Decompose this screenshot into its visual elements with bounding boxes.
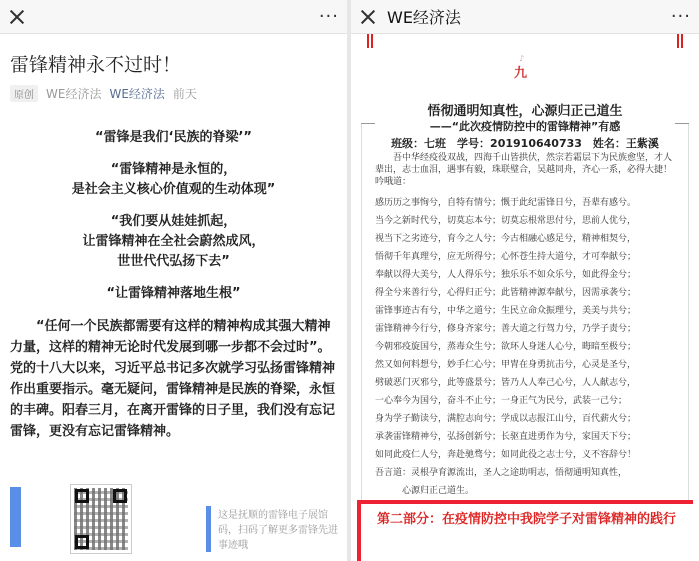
poem-line: 一心奉今为国兮，奋斗不止兮；一身正气为民兮，武装一己兮； xyxy=(375,396,628,406)
qr-finder-icon xyxy=(113,489,127,503)
quote-list xyxy=(0,128,347,304)
red-rule-mark xyxy=(371,34,373,48)
accent-bar-left xyxy=(10,487,21,547)
red-rule-mark xyxy=(681,34,683,48)
poem-line: 雷锋精神今行兮，修身齐家兮；善大道之行驾力兮，乃学子责兮； xyxy=(375,324,637,334)
document-image xyxy=(351,34,699,561)
right-article-pane[interactable] xyxy=(351,0,699,561)
close-icon[interactable] xyxy=(8,8,26,26)
article-body: “任何一个民族都需要有这样的精神构成其强大精神力量，这样的精神无论时代发展到哪一步都不会过时”。党的十八大以来，习近平总书记多次就学习弘扬雷锋精神作出重要指示。毫无疑问，雷锋精神是民族的脊梁，永恒的丰碑。阳春三月，在离开雷锋的日子里，我们没有忘记雷锋，更没有忘记雷锋精神。 xyxy=(10,319,336,439)
banner-text: 第二部分：在疫情防控中我院学子对雷锋精神的践行 xyxy=(377,512,677,527)
frame-line-left xyxy=(361,124,362,502)
qr-card xyxy=(0,484,347,561)
poem-line: 视当下之劣迹兮，育今之人兮；今古相融心感足兮，精神相契兮， xyxy=(375,234,637,244)
qr-caption: 这是抚顺的雷锋电子展馆码，扫码了解更多雷锋先进事迹哦 xyxy=(218,510,338,551)
left-article-pane[interactable] xyxy=(0,0,347,561)
poem-line: 今朝邪疫旋国兮，蒸毒众生兮；欲环人身迷人心兮，晦暗至极兮； xyxy=(375,342,637,352)
poem-line: 如同此疫仁人兮，奔赴驰骛兮；如同此役之志士兮，义不容辞兮！ xyxy=(375,450,637,460)
qr-code[interactable] xyxy=(70,484,132,554)
quote-2: “雷锋精神是永恒的， 是社会主义核心价值观的生动体现” xyxy=(71,162,276,197)
poem-line: 心源归正己道生。 xyxy=(375,486,475,496)
right-topbar-title: WE经济法 xyxy=(387,8,461,27)
red-rule-mark xyxy=(677,34,679,48)
left-topbar xyxy=(0,0,347,34)
more-menu-icon[interactable]: ··· xyxy=(670,6,691,27)
frame-line-right xyxy=(688,124,689,502)
poem-block xyxy=(375,194,675,500)
poem-line: 感历历之事恂兮，自特有情兮；慨于此纪雷锋日兮，吾辈有感兮。 xyxy=(375,198,637,208)
poem-line: 劈破恶门灭邪兮，此等盛景兮；皆乃人人奉己心兮，人人献志兮， xyxy=(375,378,637,388)
doc-title: 悟彻通明知真性，心源归正己道生 xyxy=(427,104,623,119)
doc-intro: 吾中华经疫役双战，四海千山皆拱伏，然宗若霜层下为民族愈坚，才人辈出，志士血泪，遇事有毅，珠联璧合，吴越同舟，齐心一系，必得大捷！吟哦道： xyxy=(375,153,673,187)
quote-4: “让雷锋精神落地生根” xyxy=(106,286,241,301)
publish-time: 前天 xyxy=(172,87,197,101)
more-menu-icon[interactable]: ··· xyxy=(318,6,339,27)
quote-3: “我们要从娃娃抓起， 让雷锋精神在全社会蔚然成风， 世世代代弘扬下去” xyxy=(82,214,265,269)
red-rule-mark xyxy=(367,34,369,48)
account-link[interactable]: WE经济法 xyxy=(109,87,165,101)
article-title: 雷锋精神永不过时！ xyxy=(10,54,182,76)
section-banner xyxy=(357,490,693,561)
poem-line: 然又如何料想兮，妙手仁心兮；甲胄在身勇抗击兮，心灵是圣兮， xyxy=(375,360,637,370)
decor-dot-icon: ♪ xyxy=(519,54,525,63)
article-meta xyxy=(0,85,347,102)
poem-line: 雷锋事迹古有兮，中华之道兮；生民立命众振理兮，美美与共兮； xyxy=(375,306,637,316)
qr-finder-icon xyxy=(75,535,89,549)
author-name: WE经济法 xyxy=(46,87,102,101)
close-icon[interactable] xyxy=(359,8,377,26)
poem-line: 奉献以得大美兮，人人得乐兮；独乐乐不如众乐兮，如此得金兮； xyxy=(375,270,637,280)
poem-line: 悟彻千年真理兮，应无所得兮；心怀苍生持大道兮，才可奉献兮； xyxy=(375,252,637,262)
student-info: 班级：七班 学号：201910640733 姓名：王紫溪 xyxy=(391,137,659,150)
poem-line: 身为学子勤读兮，满腔志向兮；学成以志报江山兮，百代薪火兮； xyxy=(375,414,637,424)
qr-finder-icon xyxy=(75,489,89,503)
poem-line: 承袭雷锋精神兮，弘扬创新兮；长驱直进勇作为兮，家国天下兮； xyxy=(375,432,637,442)
doc-subtitle: ——“此次疫情防控中的雷锋精神”有感 xyxy=(429,120,621,133)
original-badge: 原创 xyxy=(10,85,38,102)
accent-bar-right xyxy=(206,506,211,552)
poem-line: 得全兮来善行兮，心得归正兮；此皆精神源奉献兮，因需承袭兮； xyxy=(375,288,637,298)
poem-line: 吾言道：灵根孕育源流出，圣人之途助明志，悟彻通明知真性， xyxy=(375,468,628,478)
right-topbar xyxy=(351,0,699,34)
section-number: 九 xyxy=(514,66,528,81)
quote-1: “雷锋是我们‘民族的脊梁’” xyxy=(95,130,252,145)
poem-line: 当今之新时代兮，切莫忘本兮；切莫忘根常思付兮，思前人优兮， xyxy=(375,216,637,226)
